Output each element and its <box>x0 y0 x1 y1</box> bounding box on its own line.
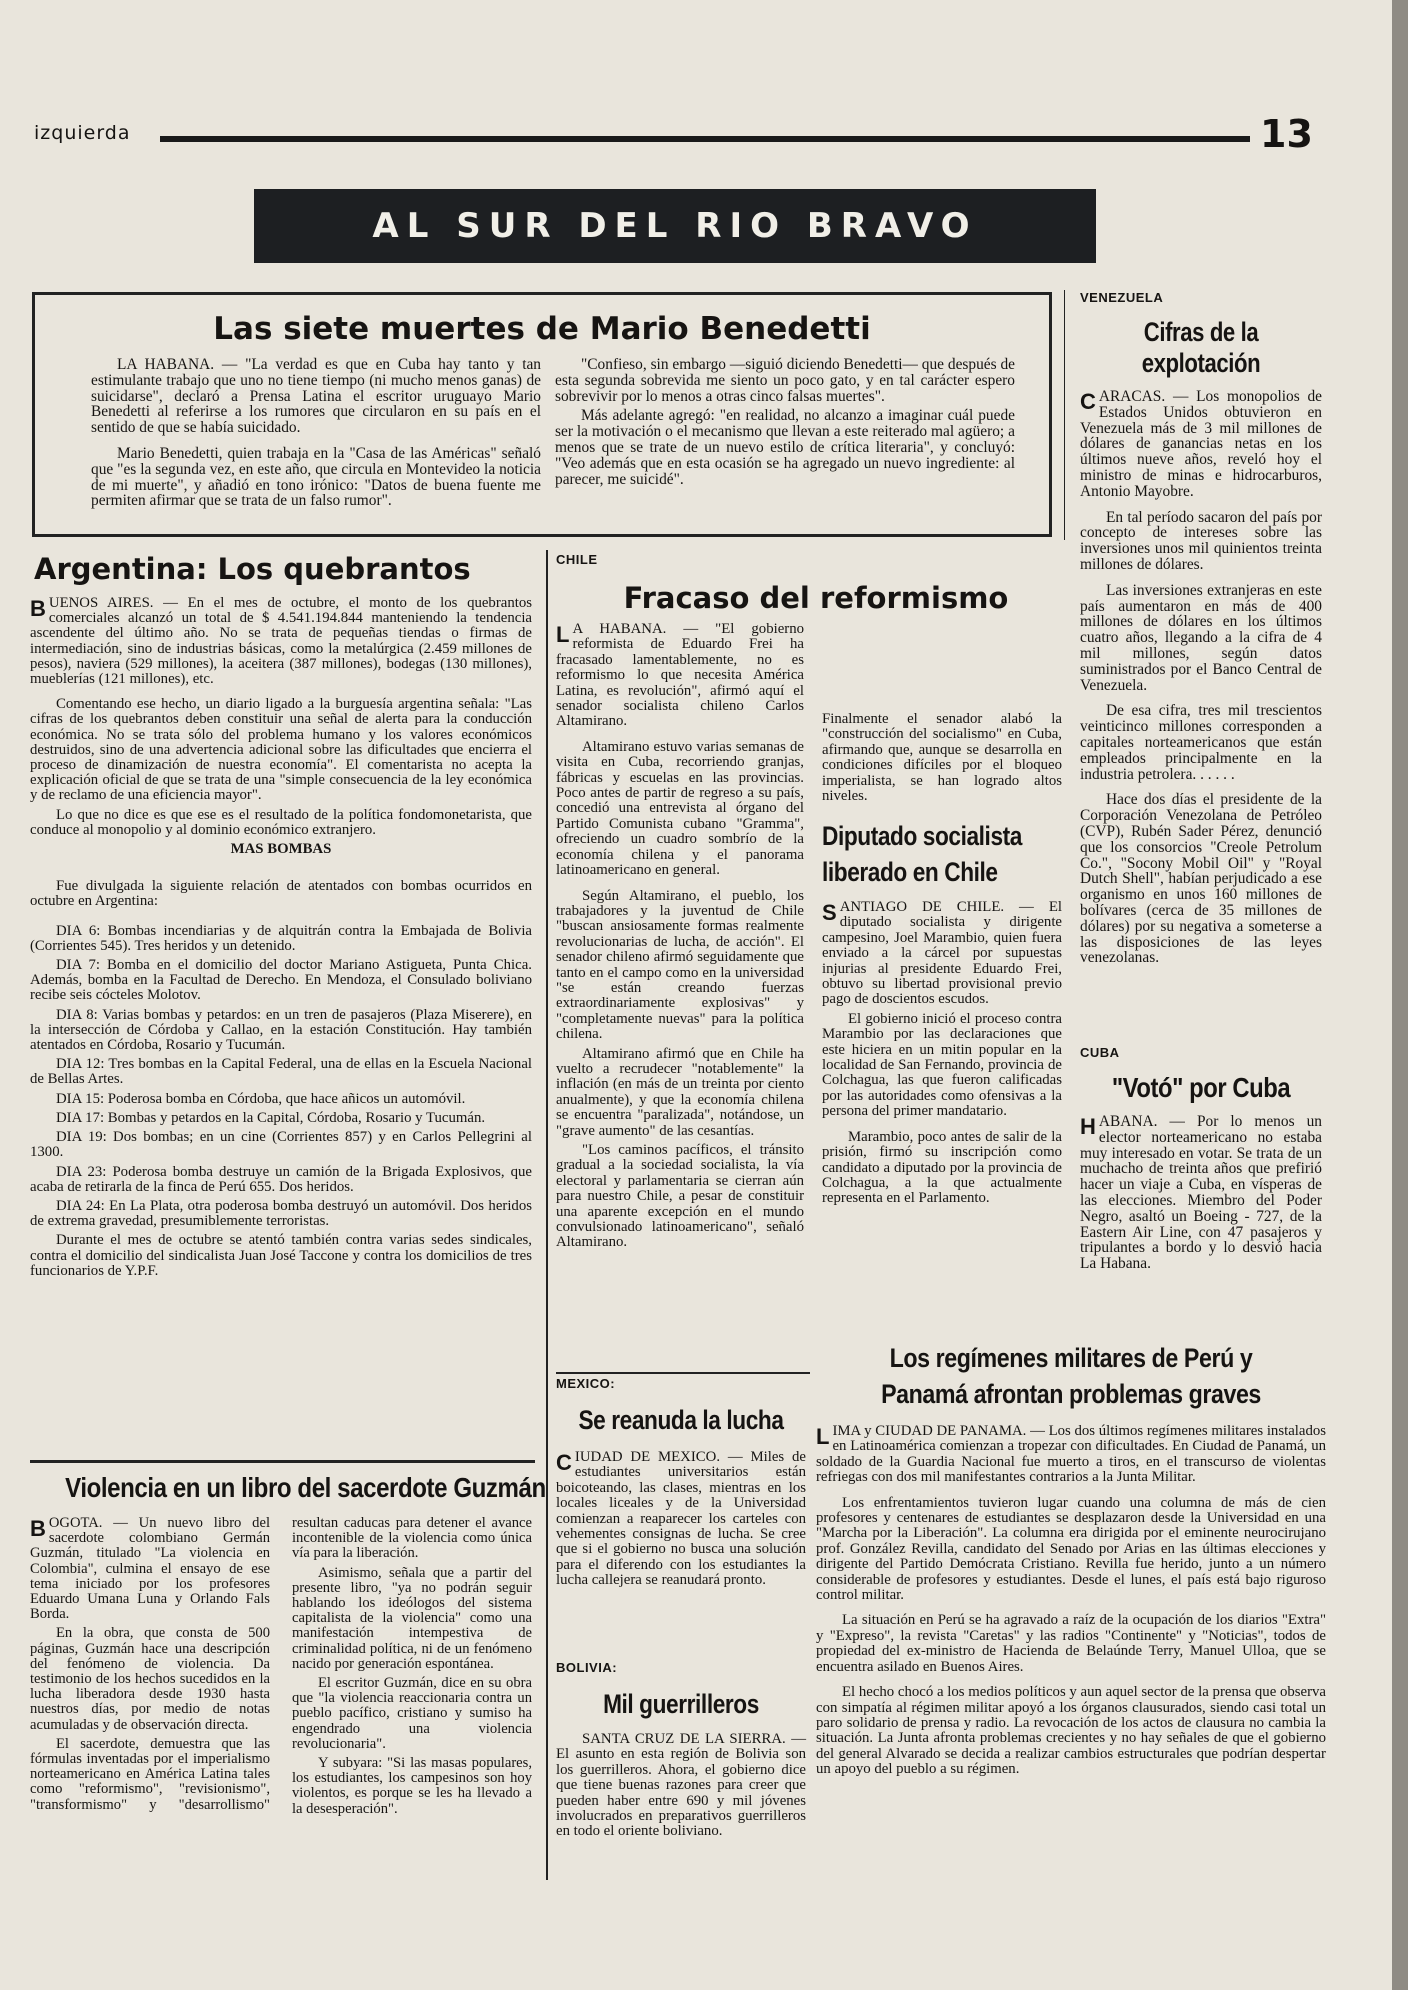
bomb-day-item: DIA 24: En La Plata, otra poderosa bomba destruyó un automóvil. Dos heridos de extrema gravedad, presumiblemente terroristas. <box>30 1197 532 1230</box>
guzman-paragraph: El escritor Guzmán, dice en su obra que "la violencia reaccionaria contra un pueblo pacífico, cristiano y sumiso ha engendrado una violencia revolucionaria". <box>292 1675 532 1752</box>
chile-paragraph: Altamirano afirmó que en Chile ha vuelto a recrudecer "notablemente" la inflación (en más de un treinta por ciento anualmente), y que la economía chilena se encuentra "paralizada", notándose, un "grave aumento" de las cesantías. <box>556 1045 804 1139</box>
banner-title: AL SUR DEL RIO BRAVO <box>372 206 978 246</box>
chile-kicker: CHILE <box>556 552 598 567</box>
argentina-paragraph: Lo que no dice es que ese es el resultado de la política fondomonetarista, que conduce al monopolio y al dominio económico extranjero. <box>30 806 532 838</box>
peru-paragraph: La situación en Perú se ha agravado a raíz de la ocupación de los diarios "Extra" y "Expreso", la revista "Caretas" y las radios "Continente" y "Noticias", todos de propiedad del ex-ministro de Hacienda de Belaúnde Terry, Manuel Ulloa, que se encuentra asilado en Buenos Aires. <box>816 1612 1326 1675</box>
bolivia-body <box>556 1732 806 1840</box>
page-number: 13 <box>1260 112 1313 156</box>
venezuela-title: Cifras de la explotación <box>1141 317 1261 378</box>
benedetti-paragraph: Mario Benedetti, quien trabaja en la "Casa de las Américas" señaló que "es la segunda vez, en este año, que circula en Montevideo la noticia de mi muerte", y añadió en tono irónico: "Datos de buena fuente me permiten afirmar que se trata de un falso rumor". <box>91 444 541 510</box>
benedetti-paragraph: "Confieso, sin embargo —siguió diciendo Benedetti— que después de esta segunda sobrevida me siento un poco gato, y en tal carácter espero sobrevivir por lo menos a otras cinco falsas muertes". <box>555 356 1015 405</box>
section-rule <box>556 1372 810 1374</box>
peru-paragraph: IMA y CIUDAD DE PANAMA. — Los dos últimos regímenes militares instalados en Latinoamérica comienzan a tropezar con dificultades. En Ciudad de Panamá, un soldado de la Guardia Nacional fue muerto a tiros, en el transcurso de violentas refriegas con dos mil manifestantes contrarios a la Junta Militar. <box>816 1423 1326 1486</box>
guzman-paragraph: OGOTA. — Un nuevo libro del sacerdote colombiano Germán Guzmán, titulado "La violencia en Colombia", culmina el ensayo de ese tema iniciado por los profesores Eduardo Umana Luna y Orlando Fals Borda. <box>30 1515 270 1623</box>
guzman-article <box>30 1472 546 1817</box>
argentina-body <box>30 596 532 1279</box>
benedetti-paragraph: LA HABANA. — "La verdad es que en Cuba hay tanto y tan estimulante trabajo que uno no tiene tiempo (ni mucho menos ganas) de suicidarse", declaró a Prensa Latina el escritor uruguayo Mario Benedetti al referirse a los rumores que circularon en su país en el sentido de que se había suicidado. <box>91 356 541 437</box>
cuba-paragraph: ABANA. — Por lo menos un elector norteamericano no estaba muy interesado en votar. Se trata de un muchacho de treinta años que prefirió hacer un viaje a Cuba, en vísperas de las elecciones. Miembro del Poder Negro, asaltó un Boeing - 727, de la Eastern Air Line, con 47 pasajeros y tripulantes a bordo y lo desvió hacia La Habana. <box>1080 1113 1322 1273</box>
venezuela-paragraph: ARACAS. — Los monopolios de Estados Unidos obtuvieron en Venezuela más de 3 mil millones de dólares de ganancias netas en los últimos nueve años, reveló hoy el ministro de minas e hidrocarburos, Antonio Mayobre. <box>1080 388 1322 500</box>
bolivia-kicker: BOLIVIA: <box>556 1660 618 1675</box>
venezuela-paragraph: Hace dos días el presidente de la Corporación Venezolana de Petróleo (CVP), Rubén Sader Pérez, denunció que los consorcios "Creole Petrolum Co.", "Socony Mobil Oil" y "Royal Dutch Shell", habían perjudicado a ese organismo en unos 160 millones de bolívares (cerca de 35 millones de dólares) por su negativa a someterse a las disposiciones de las leyes venezolanas. <box>1080 791 1322 967</box>
bomb-day-item: DIA 23: Poderosa bomba destruye un camión de la Brigada Explosivos, que acaba de retirarla de la finca de Perú 655. Dos heridos. <box>30 1163 532 1195</box>
chile-article <box>556 552 1076 629</box>
venezuela-kicker: VENEZUELA <box>1080 290 1164 305</box>
chile-paragraph: Según Altamirano, el pueblo, los trabajadores y la juventud de Chile "buscan ansiosamente formas realmente revolucionarias de lucha, de acción". El senador chileno afirmó seguidamente que tanto en el campo como en la universidad "se están creando fuerzas extraordinariamente explosivas" y "completamente nuevas" para la política chilena. <box>556 887 804 1043</box>
argentina-paragraph: UENOS AIRES. — En el mes de octubre, el monto de los quebrantos comerciales alcanzó un total de $ 4.541.194.844 manteniendo la tendencia ascendente del último año. No se trata de pequeñas tiendas o firmas de intermediación, sino de industrias básicas, como la metalúrgica (2.459 millones de pesos), naviera (529 millones), la aceitera (387 millones), bodegas (130 millones), mueblerías (121 millones), etc. <box>30 595 532 688</box>
bomb-day-item: DIA 6: Bombas incendiarias y de alquitrán contra la Embajada de Bolivia (Corrientes 545). Tres heridos y un detenido. <box>30 922 532 954</box>
cuba-body <box>1080 1114 1322 1272</box>
mexico-body <box>556 1450 806 1589</box>
column-rule <box>546 550 548 1880</box>
diputado-paragraph: El gobierno inició el proceso contra Marambio por las declaraciones que este hiciera en un mitin popular en la localidad de San Fernando, provincia de Colchagua, las que fueron calificadas por las autoridades como ofensivas a la persona del primer mandatario. <box>822 1010 1062 1120</box>
peru-title: Los regímenes militares de Perú y Panamá afrontan problemas graves <box>881 1343 1261 1409</box>
chile-paragraph: A HABANA. — "El gobierno reformista de Eduardo Frei ha fracasado lamentablemente, no es reformismo lo que necesita América Latina, es revolución", afirmó aquí el senador socialista chileno Carlos Altamirano. <box>556 621 804 730</box>
mexico-kicker: MEXICO: <box>556 1376 616 1391</box>
dropcap: C <box>556 1450 572 1475</box>
peru-paragraph: El hecho chocó a los medios políticos y aun aquel sector de la prensa que observa con simpatía al régimen militar apoyó a los órganos clausurados, siendo casi total un paro solidario de prensa y radio. La revocación de los actos de clausura no cambia la situación. La Junta afronta problemas crecientes y no hay señales de que el gobierno del general Alvarado se decida a realizar cambios estructurales que podrían despertar un apoyo del pueblo a su régimen. <box>816 1684 1326 1778</box>
guzman-paragraph: El sacerdote, demuestra que las fórmulas inventadas por el imperialismo norteamericano en América Latina tales como "reformismo", "revisionismo", "transformismo" y "desarrollismo" resultan caducas para detener el avance incontenible de la violencia como única vía para la liberación. <box>30 1515 532 1813</box>
guzman-title: Violencia en un libro del sacerdote Guzmán <box>65 1472 546 1503</box>
venezuela-paragraph: Las inversiones extranjeras en este país aumentaron en más de 400 millones de dólares en los últimos cuatro años, llegando a la cifra de 4 mil millones, según datos suministrados por el Banco Central de Venezuela. <box>1080 581 1322 694</box>
section-banner <box>254 189 1096 263</box>
mexico-paragraph: IUDAD DE MEXICO. — Miles de estudiantes universitarios están boicoteando, las clases, mientras en los locales liceales y de la Universidad comienzan a reaparecer los carteles con vehementes consignas de lucha. Se cree que si el gobierno no busca una solución para el diferendo con los estudiantes la lucha callejera se reanudará pronto. <box>556 1449 806 1589</box>
argentina-paragraph: Durante el mes de octubre se atentó también contra varias sedes sindicales, contra el domicilio del sindicalista Juan José Taccone y contra los domicilios de tres funcionarios de Y.P.F. <box>30 1232 532 1279</box>
dropcap: H <box>1080 1114 1096 1139</box>
benedetti-paragraph: Más adelante agregó: "en realidad, no alcanzo a imaginar cuál puede ser la motivación o el mecanismo que llevan a este reiterado mal agüero; a menos que se trate de un nuevo estilo de crítica literaria", y concluyó: "Veo además que en esta ocasión se ha agregado un nuevo ingrediente: al parecer, me suicidé". <box>555 407 1015 488</box>
mexico-title: Se reanuda la lucha <box>578 1405 784 1435</box>
dropcap: B <box>30 1516 46 1541</box>
guzman-paragraph: Asimismo, señala que a partir del presente libro, "ya no podrán seguir hablando los ideólogos del sistema capitalista de la violencia" como una manifestación intempestiva de criminalidad política, ni de un fenómeno nacido por generación espontánea. <box>292 1564 532 1672</box>
cuba-article <box>1080 1045 1322 1276</box>
bolivia-article <box>556 1660 806 1844</box>
bomb-day-item: DIA 7: Bomba en el domicilio del doctor Mariano Astigueta, Punta Chica. Además, bomba en la Facultad de Derecho. En Mendoza, el Consulado boliviano recibe seis cócteles Molotov. <box>30 957 532 1004</box>
chile-col1 <box>556 621 804 1251</box>
dropcap: L <box>556 622 570 647</box>
argentina-title: Argentina: Los quebrantos <box>34 552 471 586</box>
chile-title: Fracaso del reformismo <box>623 581 1009 615</box>
peru-paragraph: Los enfrentamientos tuvieron lugar cuando una columna de más de cien profesores y centenares de estudiantes se desplazaron desde la Universidad en una "Marcha por la Liberación". La columna era dirigida por el eminente neurocirujano prof. González Revilla, candidato del Senado por Arias en las últimas elecciones y dirigente del Partido Demócrata Cristiano. Revilla fue herido, junto a un número considerable de profesores y estudiantes. Desde el lunes, el país está bajo riguroso control militar. <box>816 1494 1326 1604</box>
bomb-day-item: DIA 8: Varias bombas y petardos: en un tren de pasajeros (Plaza Miserere), en la intersección de Córdoba y Callao, en la estación Constitución. Hay también atentados en Córdoba, Rosario y Tucumán. <box>30 1006 532 1054</box>
venezuela-body <box>1080 389 1322 966</box>
peru-article <box>816 1340 1326 1782</box>
venezuela-article <box>1080 290 1322 970</box>
benedetti-col2 <box>555 357 1015 491</box>
venezuela-paragraph: De esa cifra, tres mil trescientos veinticinco millones corresponden a capitales norteamericanos que están empleados principalmente en la industria petrolera. . . . . . <box>1080 702 1322 783</box>
guzman-paragraph: Y subyara: "Si las masas populares, los estudiantes, los campesinos son hoy violentos, es porque se les ha llevado a la desesperación". <box>292 1755 532 1817</box>
chile-paragraph: "Los caminos pacíficos, el tránsito gradual a la sociedad socialista, la vía electoral y parlamentaria se cierran aún para nuestro Chile, a pesar de constituir una aparente excepción en el mundo convulsionado latinoamericano", señaló Altamirano. <box>556 1142 804 1251</box>
dropcap: B <box>30 596 46 621</box>
diputado-article <box>822 818 1062 1211</box>
header-rule <box>160 136 1250 142</box>
diputado-paragraph: ANTIAGO DE CHILE. — El diputado socialista y dirigente campesino, Joel Marambio, quien fuera enviado a la cárcel por supuestas injurias al presidente Eduardo Frei, obtuvo su libertad provisional previo pago de doscientos escudos. <box>822 899 1062 1008</box>
bomb-day-item: DIA 15: Poderosa bomba en Córdoba, que hace añicos un automóvil. <box>56 1090 466 1107</box>
venezuela-paragraph: En tal período sacaron del país por concepto de intereses sobre las inversiones unos mil quinientos treinta millones de dólares. <box>1080 508 1322 573</box>
bolivia-paragraph: SANTA CRUZ DE LA SIERRA. — El asunto en esta región de Bolivia son los guerrilleros. Ahora, el gobierno dice que tiene buenas razones para creer que pueden haber entre 690 y mil jóvenes involucrados en preparativos guerrilleros en todo el oriente boliviano. <box>556 1731 806 1840</box>
argentina-subhead: MAS BOMBAS <box>230 841 332 858</box>
argentina-article <box>30 552 532 1283</box>
chile-col2 <box>822 622 1062 808</box>
argentina-paragraph: Fue divulgada la siguiente relación de atentados con bombas ocurridos en octubre en Argentina: <box>30 878 532 910</box>
chile-paragraph: Finalmente el senador alabó la "construcción del socialismo" en Cuba, afirmando que, aunque se desarrolla en condiciones difíciles por el bloqueo imperialista, se han logrado altos niveles. <box>822 711 1062 805</box>
diputado-title: Diputado socialista liberado en Chile <box>822 821 1022 887</box>
dropcap: C <box>1080 389 1096 414</box>
bomb-day-item: DIA 17: Bombas y petardos en la Capital, Córdoba, Rosario y Tucumán. <box>56 1109 486 1126</box>
page-edge <box>1392 0 1408 1990</box>
chile-paragraph: Altamirano estuvo varias semanas de visita en Cuba, recorriendo granjas, fábricas y escuelas en las provincias. Poco antes de partir de regreso a su país, concedió una entrevista al órgano del Partido Comunista cubano "Gramma", ofreciendo un cuadro sombrío de la economía chilena y el panorama latinoamericano en general. <box>556 738 804 879</box>
benedetti-col1 <box>91 357 541 512</box>
peru-body <box>816 1424 1326 1778</box>
guzman-body <box>30 1516 532 1817</box>
column-rule <box>1064 290 1065 540</box>
dropcap: L <box>816 1424 830 1449</box>
cuba-kicker: CUBA <box>1080 1045 1120 1060</box>
benedetti-title: Las siete muertes de Mario Benedetti <box>213 311 871 347</box>
diputado-paragraph: Marambio, poco antes de salir de la prisión, firmó su inscripción como candidato a diputado por la provincia de Colchagua, a la que actualmente representa en el Parlamento. <box>822 1128 1062 1207</box>
section-name: izquierda <box>34 122 131 144</box>
guzman-paragraph: En la obra, que consta de 500 páginas, Guzmán hace una descripción del fenómeno de violencia. Da testimonio de los hechos sucedidos en la lucha liberadora desde 1930 hasta nuestros días, por medio de notas acumuladas y de observación directa. <box>30 1625 270 1733</box>
dropcap: S <box>822 900 837 925</box>
cuba-title: "Votó" por Cuba <box>1111 1072 1291 1103</box>
mexico-article <box>556 1376 806 1593</box>
section-rule <box>30 1460 535 1463</box>
bomb-day-item: DIA 19: Dos bombas; en un cine (Corrientes 857) y en Carlos Pellegrini al 1300. <box>30 1129 532 1161</box>
bomb-day-item: DIA 12: Tres bombas en la Capital Federal, una de ellas en la Escuela Nacional de Bellas Artes. <box>30 1056 532 1088</box>
benedetti-article <box>32 292 1052 537</box>
argentina-paragraph: Comentando ese hecho, un diario ligado a la burguesía argentina señala: "Las cifras de los quebrantos deben constituir una señal de alerta para la conducción económica. No se trata sólo del problema humano y los valores económicos destruidos, sino de una advertencia adicional sobre las dificultades que encierra el proceso de dinamización de nuestra economía". El comentarista no acepta la explicación oficial de que se trata de una "simple consecuencia de la ley económica y de reclamo de una eficiencia mayor". <box>30 696 532 804</box>
diputado-body <box>822 900 1062 1207</box>
bolivia-title: Mil guerrilleros <box>603 1689 759 1719</box>
